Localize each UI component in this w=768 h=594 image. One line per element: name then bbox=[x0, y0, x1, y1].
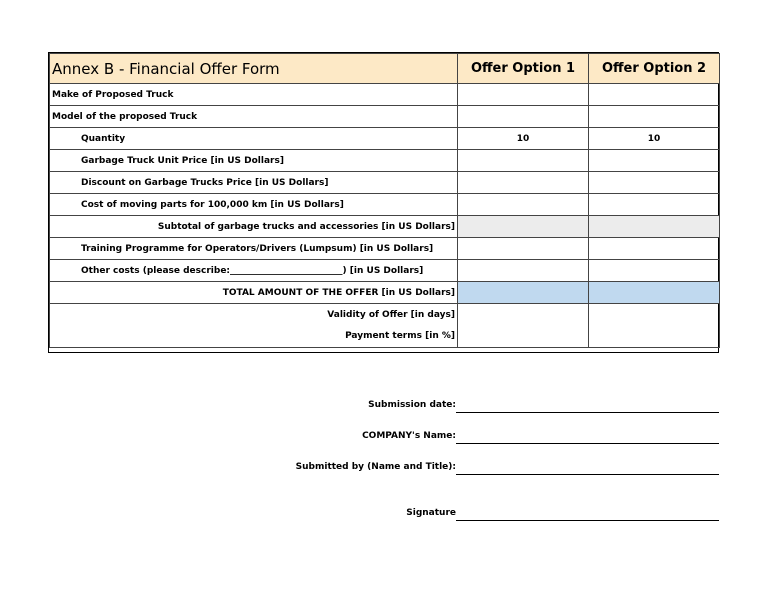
row-label-make: Make of Proposed Truck bbox=[50, 84, 458, 106]
table-row bbox=[50, 106, 720, 128]
moving-parts-option-2-cell[interactable] bbox=[589, 194, 720, 216]
submission-date-label: Submission date: bbox=[368, 400, 456, 410]
subtotal-option-2-cell bbox=[589, 216, 720, 238]
quantity-option-1-cell[interactable]: 10 bbox=[458, 128, 589, 150]
offer-option-2-header: Offer Option 2 bbox=[589, 54, 720, 84]
table-row bbox=[50, 282, 720, 304]
row-label-moving-parts: Cost of moving parts for 100,000 km [in US Dollars] bbox=[50, 194, 458, 216]
row-label-model: Model of the proposed Truck bbox=[50, 106, 458, 128]
row-label-validity: Validity of Offer [in days] bbox=[50, 304, 458, 326]
other-costs-option-2-cell[interactable] bbox=[589, 260, 720, 282]
row-label-total: TOTAL AMOUNT OF THE OFFER [in US Dollars] bbox=[50, 282, 458, 304]
table-header-row bbox=[50, 54, 720, 84]
table-row bbox=[50, 150, 720, 172]
table-row bbox=[50, 326, 720, 348]
company-name-row bbox=[250, 431, 456, 443]
validity-option-1-cell[interactable] bbox=[458, 304, 589, 326]
submitted-by-label: Submitted by (Name and Title): bbox=[295, 462, 456, 472]
model-option-1-cell[interactable] bbox=[458, 106, 589, 128]
unit-price-option-1-cell[interactable] bbox=[458, 150, 589, 172]
company-name-label: COMPANY's Name: bbox=[362, 431, 456, 441]
row-label-unit-price: Garbage Truck Unit Price [in US Dollars] bbox=[50, 150, 458, 172]
table-row bbox=[50, 304, 720, 326]
submission-date-line[interactable] bbox=[456, 412, 719, 413]
model-option-2-cell[interactable] bbox=[589, 106, 720, 128]
total-option-1-cell bbox=[458, 282, 589, 304]
training-option-1-cell[interactable] bbox=[458, 238, 589, 260]
table-row bbox=[50, 128, 720, 150]
payment-option-1-cell[interactable] bbox=[458, 326, 589, 348]
offer-option-1-header: Offer Option 1 bbox=[458, 54, 589, 84]
table-row bbox=[50, 84, 720, 106]
row-label-discount: Discount on Garbage Trucks Price [in US Dollars] bbox=[50, 172, 458, 194]
table-row bbox=[50, 172, 720, 194]
submitted-by-row bbox=[250, 462, 456, 474]
moving-parts-option-1-cell[interactable] bbox=[458, 194, 589, 216]
discount-option-2-cell[interactable] bbox=[589, 172, 720, 194]
submission-date-row bbox=[250, 400, 456, 412]
table-row bbox=[50, 216, 720, 238]
financial-offer-table-container bbox=[48, 52, 719, 353]
financial-offer-table bbox=[49, 53, 720, 348]
validity-option-2-cell[interactable] bbox=[589, 304, 720, 326]
signature-label: Signature bbox=[406, 508, 456, 518]
other-costs-option-1-cell[interactable] bbox=[458, 260, 589, 282]
unit-price-option-2-cell[interactable] bbox=[589, 150, 720, 172]
subtotal-option-1-cell bbox=[458, 216, 589, 238]
table-row bbox=[50, 194, 720, 216]
table-row bbox=[50, 260, 720, 282]
row-label-payment: Payment terms [in %] bbox=[50, 326, 458, 348]
quantity-option-2-cell[interactable]: 10 bbox=[589, 128, 720, 150]
signature-row bbox=[250, 508, 456, 520]
submitted-by-line[interactable] bbox=[456, 474, 719, 475]
row-label-subtotal: Subtotal of garbage trucks and accessories [in US Dollars] bbox=[50, 216, 458, 238]
total-option-2-cell bbox=[589, 282, 720, 304]
make-option-1-cell[interactable] bbox=[458, 84, 589, 106]
payment-option-2-cell[interactable] bbox=[589, 326, 720, 348]
training-option-2-cell[interactable] bbox=[589, 238, 720, 260]
signature-line[interactable] bbox=[456, 520, 719, 521]
row-label-training: Training Programme for Operators/Drivers (Lumpsum) [in US Dollars] bbox=[50, 238, 458, 260]
discount-option-1-cell[interactable] bbox=[458, 172, 589, 194]
make-option-2-cell[interactable] bbox=[589, 84, 720, 106]
row-label-quantity: Quantity bbox=[50, 128, 458, 150]
row-label-other-costs: Other costs (please describe:_________________________) [in US Dollars] bbox=[50, 260, 458, 282]
company-name-line[interactable] bbox=[456, 443, 719, 444]
table-row bbox=[50, 238, 720, 260]
form-title: Annex B - Financial Offer Form bbox=[50, 54, 458, 84]
